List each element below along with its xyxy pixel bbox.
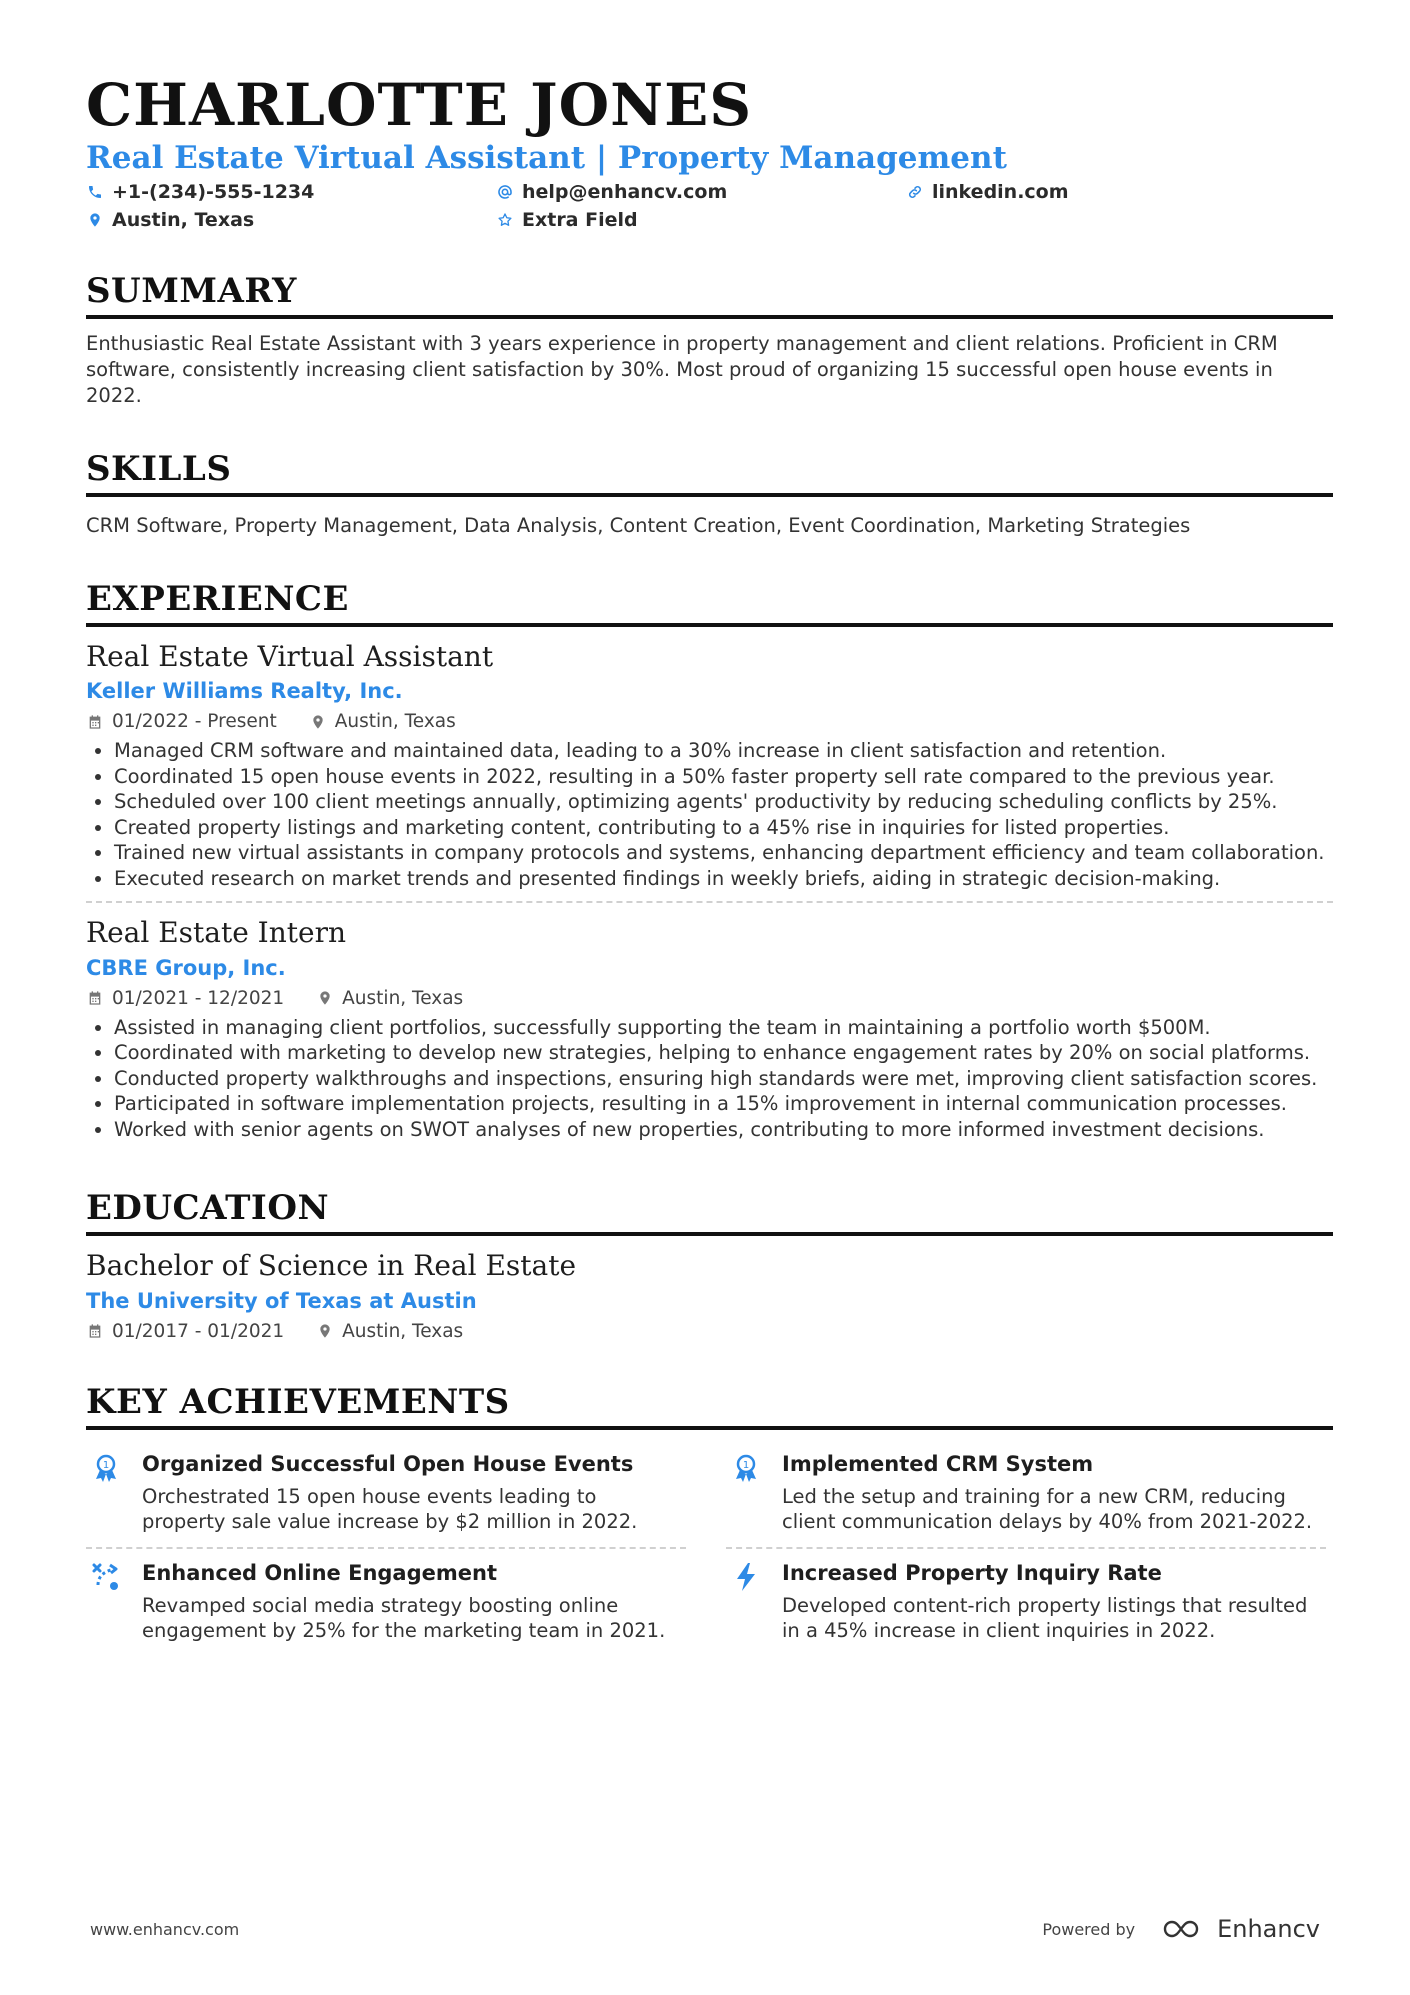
section-title-achievements: KEY ACHIEVEMENTS [86, 1382, 1333, 1430]
achievement-desc: Orchestrated 15 open house events leading to property sale value increase by $2 million in 2022. [142, 1484, 638, 1534]
job-meta [86, 711, 1333, 732]
award-icon [726, 1450, 766, 1492]
summary-text: Enthusiastic Real Estate Assistant with 3 years experience in property management and client relations. Proficient in CRM software, consistently increasing client satisfaction by 30%. Most proud of organizing 15 successful open house events in 2022. [86, 331, 1278, 407]
achievement-desc: Led the setup and training for a new CRM, reducing client communication delays by 40% from 2021-2022. [782, 1484, 1313, 1534]
candidate-title: Real Estate Virtual Assistant | Property Management [86, 139, 1007, 176]
list-item: • Conducted property walkthroughs and inspections, ensuring high standards were met, improving client satisfaction scores. [114, 1066, 1333, 1092]
achievement-item [86, 1549, 686, 1656]
contact-phone[interactable]: +1-(234)-555-1234 [86, 181, 496, 203]
list-item: • Executed research on market trends and presented findings in weekly briefs, aiding in strategic decision-making. [114, 866, 1333, 892]
achievement-title: Increased Property Inquiry Rate [782, 1560, 1162, 1585]
experience-section [86, 579, 1333, 1152]
achievement-title: Enhanced Online Engagement [142, 1560, 497, 1585]
job-bullets [86, 1015, 1333, 1143]
job-title: Real Estate Virtual Assistant [86, 639, 494, 673]
achievement-desc: Revamped social media strategy boosting online engagement by 25% for the marketing team in 2021. [142, 1593, 666, 1643]
svg-text:1: 1 [102, 1459, 110, 1471]
powered-by-label: Powered by [1042, 1919, 1136, 1939]
education-meta [86, 1321, 1333, 1342]
education-location: Austin, Texas [342, 1320, 464, 1342]
list-item: • Assisted in managing client portfolios, successfully supporting the team in maintaining a portfolio worth $500M. [114, 1015, 1333, 1041]
list-item: • Managed CRM software and maintained data, leading to a 30% increase in client satisfaction and retention. [114, 738, 1333, 764]
achievements-grid [86, 1440, 1333, 1656]
achievement-title: Organized Successful Open House Events [142, 1451, 634, 1476]
footer-website-link[interactable]: www.enhancv.com [90, 1919, 240, 1939]
candidate-name: CHARLOTTE JONES [86, 71, 753, 139]
contact-linkedin[interactable]: linkedin.com [906, 181, 1326, 203]
job-entry [86, 901, 1333, 1152]
degree-title: Bachelor of Science in Real Estate [86, 1249, 577, 1283]
contact-extra: Extra Field [496, 209, 906, 231]
enhancv-logo-icon [1161, 1918, 1207, 1940]
location-pin-icon [86, 211, 104, 229]
summary-section [86, 271, 1333, 409]
job-dates: 01/2021 - 12/2021 [112, 987, 285, 1009]
link-icon [906, 183, 924, 201]
company-name: CBRE Group, Inc. [86, 955, 286, 980]
svg-text:1: 1 [742, 1459, 750, 1471]
list-item: • Worked with senior agents on SWOT analyses of new properties, contributing to more informed investment decisions. [114, 1117, 1333, 1143]
calendar-icon [86, 713, 104, 731]
section-title-education: EDUCATION [86, 1188, 1333, 1236]
job-entry [86, 639, 1333, 901]
at-icon [496, 183, 514, 201]
contact-email[interactable]: help@enhancv.com [496, 181, 906, 203]
strategy-icon [86, 1559, 126, 1601]
calendar-icon [86, 989, 104, 1007]
section-title-skills: SKILLS [86, 449, 1333, 497]
calendar-icon [86, 1322, 104, 1340]
contact-location: Austin, Texas [86, 209, 496, 231]
contact-list [86, 181, 1333, 231]
achievement-item [726, 1549, 1326, 1656]
skills-section [86, 449, 1333, 539]
footer [90, 1915, 1320, 1943]
list-item: • Scheduled over 100 client meetings annually, optimizing agents' productivity by reducing scheduling conflicts by 25%. [114, 789, 1333, 815]
job-meta [86, 988, 1333, 1009]
company-name: Keller Williams Realty, Inc. [86, 679, 403, 704]
list-item: • Participated in software implementation projects, resulting in a 15% improvement in internal communication processes. [114, 1091, 1333, 1117]
location-pin-icon [309, 713, 327, 731]
list-item: • Trained new virtual assistants in company protocols and systems, enhancing department efficiency and team collaboration. [114, 840, 1333, 866]
achievement-desc: Developed content-rich property listings that resulted in a 45% increase in client inquiries in 2022. [782, 1593, 1308, 1643]
school-name: The University of Texas at Austin [86, 1288, 477, 1313]
section-title-summary: SUMMARY [86, 271, 1333, 319]
education-dates: 01/2017 - 01/2021 [112, 1320, 285, 1342]
header [86, 71, 1333, 231]
job-bullets [86, 738, 1333, 891]
job-location: Austin, Texas [334, 711, 456, 733]
resume-page [86, 71, 1333, 1656]
list-item: • Coordinated 15 open house events in 2022, resulting in a 50% faster property sell rate compared to the previous year. [114, 764, 1333, 790]
job-dates: 01/2022 - Present [112, 711, 277, 733]
job-location: Austin, Texas [342, 987, 464, 1009]
location-pin-icon [316, 989, 334, 1007]
lightning-icon [726, 1559, 766, 1601]
achievement-item [726, 1440, 1326, 1549]
skills-text: CRM Software, Property Management, Data Analysis, Content Creation, Event Coordination, Marketing Strategies [86, 513, 1191, 537]
achievement-item [86, 1440, 686, 1549]
powered-by [1042, 1915, 1320, 1943]
phone-icon [86, 183, 104, 201]
award-icon [86, 1450, 126, 1492]
achievement-title: Implemented CRM System [782, 1451, 1094, 1476]
list-item: • Created property listings and marketing content, contributing to a 45% rise in inquiries for listed properties. [114, 815, 1333, 841]
location-pin-icon [316, 1322, 334, 1340]
enhancv-logo[interactable]: Enhancv [1161, 1915, 1320, 1943]
star-icon [496, 211, 514, 229]
list-item: • Coordinated with marketing to develop new strategies, helping to enhance engagement rates by 20% on social platforms. [114, 1040, 1333, 1066]
education-section [86, 1188, 1333, 1341]
achievements-section [86, 1382, 1333, 1656]
section-title-experience: EXPERIENCE [86, 579, 1333, 627]
job-title: Real Estate Intern [86, 916, 347, 950]
